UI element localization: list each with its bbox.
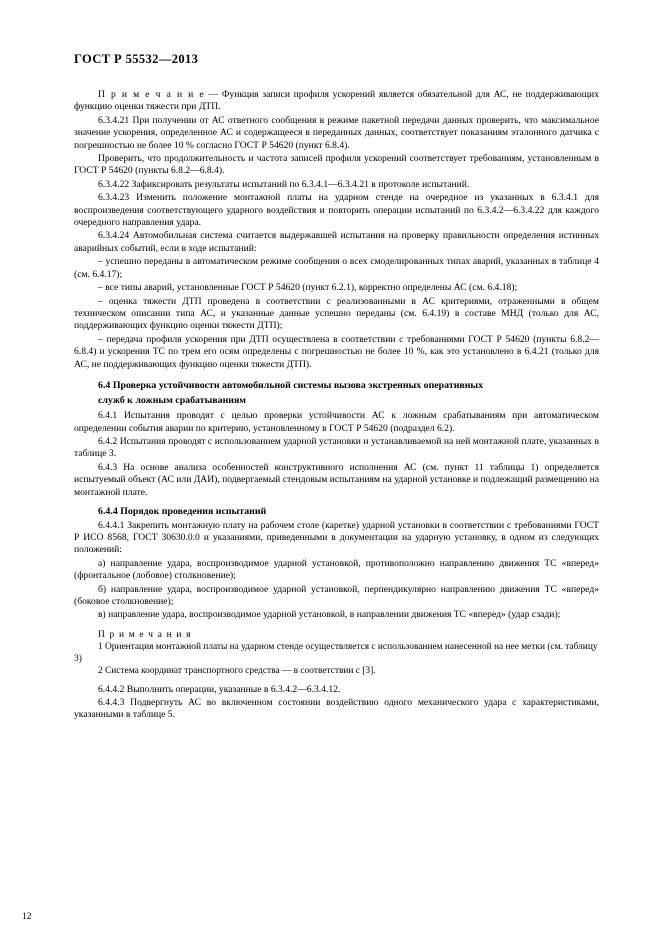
clause-number: 6.3.4.21 <box>98 114 130 126</box>
clause-text: Изменить положение монтажной платы на ударном стенде на очередное из указанных в 6.3.4.1 для воспроизведения соответствующего ударного воздействия и повторить операции испытаний по 6.3.4.2—6.3.4.22 для каждого очередного направления удара. <box>74 192 599 229</box>
letter-item: а) направление удара, воспроизводимое ударной установкой, противоположно направлению движения ТС «вперед» (фронтальное (лобовое) столкновение); <box>74 557 599 582</box>
section-heading <box>74 380 599 393</box>
clause-number: 6.4.4.3 <box>98 697 125 709</box>
dash-item: – успешно переданы в автоматическом режиме сообщения о всех смоделированных типах аварий, указанных в таблице 4 (см. 6.4.17); <box>74 256 599 280</box>
clause-number: 6.4.4.1 <box>98 519 125 531</box>
subsection-number: 6.4.4 <box>98 505 118 517</box>
note-item: 1 Ориентация монтажной платы на ударном стенде осуществляется с использованием нанесенной на нее метки (см. таблицу 3) <box>74 642 598 665</box>
clause-text: Проверить, что продолжительность и частота записей профиля ускорений соответствует требованиям, установленным в ГОСТ Р 54620 (пункты 6.8.2—6.8.4). <box>74 153 599 177</box>
clause-paragraph <box>74 230 599 255</box>
note-label: П р и м е ч а н и е <box>98 89 205 100</box>
clause-paragraph <box>74 697 599 722</box>
dash-item: – передача профиля ускорения при ДТП осуществлена в соответствии с требованиями ГОСТ Р 54620 (пункты 6.8.2—6.8.4) и ускорения ТС по трем его осям определены с погрешностью не более 10 %, как это установлено в 6.4.21 (только для АС, не поддерживающих функцию оценки тяжести ДТП). <box>74 333 599 370</box>
section-number: 6.4 <box>98 379 111 391</box>
note-paragraph <box>74 89 599 114</box>
clause-text: На основе анализа особенностей конструктивного исполнения АС (см. пункт 11 таблицы 1) определяется испытуемый объект (АС или ДАИ), подвергаемый стендовым испытаниям на ударной установке и подлежащий размещению на монтажной плате. <box>74 461 599 498</box>
notes-block <box>74 629 599 678</box>
clause-paragraph <box>74 410 599 435</box>
letter-item: б) направление удара, воспроизводимое ударной установкой, перпендикулярно направлению движения ТС «вперед» (боковое столкновение); <box>74 583 599 607</box>
clause-paragraph <box>74 684 599 696</box>
subsection-heading <box>74 506 599 519</box>
clause-paragraph <box>74 436 599 461</box>
clause-number: 6.4.4.2 <box>98 683 125 695</box>
standard-header: ГОСТ Р 55532—2013 <box>74 52 199 66</box>
page-number: 12 <box>22 911 32 922</box>
clause-text: Закрепить монтажную плату на рабочем столе (каретке) ударной установки в соответствии с требованиями ГОСТ Р ИСО 8568, ГОСТ 30630.0.0 и указаниями, приведенными в документации на ударную установку, в одном из следующих положений: <box>74 519 599 556</box>
clause-text: Выполнить операции, указанные в 6.3.4.2—6.3.4.12. <box>126 683 341 695</box>
clause-number: 6.4.2 <box>98 435 118 447</box>
clause-number: 6.4.3 <box>98 461 118 473</box>
clause-text: Подвергнуть АС во включенном состоянии воздействию одного механического удара с характеристиками, указанными в таблице 5. <box>74 697 599 721</box>
clause-paragraph <box>74 179 599 191</box>
clause-paragraph <box>74 153 599 178</box>
notes-label: П р и м е ч а н и я <box>98 629 192 640</box>
dash-item: – все типы аварий, установленные ГОСТ Р 54620 (пункт 6.2.1), корректно определены АС (см. 6.4.18); <box>98 282 518 294</box>
clause-paragraph <box>74 520 599 557</box>
section-title-line1: Проверка устойчивости автомобильной системы вызова экстренных оперативных <box>112 379 484 391</box>
letter-item: в) направление удара, воспроизводимое ударной установкой, в направлении движения ТС «вперед» (удар сзади); <box>98 609 561 621</box>
clause-number: 6.3.4.22 <box>98 178 130 190</box>
clause-number: 6.3.4.24 <box>98 230 130 242</box>
dash-item: – оценка тяжести ДТП проведена в соответствии с реализованными в АС критериями, отраженными в общем техническом описании типа АС, и указанные данные успешно переданы (см. 6.4.19) в составе МНД (только для АС, поддерживающих функцию оценки тяжести ДТП); <box>74 295 599 332</box>
clause-number: 6.3.4.23 <box>98 192 130 204</box>
clause-paragraph <box>74 115 599 152</box>
clause-paragraph <box>74 192 599 229</box>
clause-text: При получении от АС ответного сообщения в режиме пакетной передачи данных проверить, что максимальное значение ускорения, определенное АС и содержащееся в переданных данных, соответствует показаниям эталонного датчика с погрешностью не более 10 % согласно ГОСТ Р 54620 (пункт 6.8.4). <box>74 114 599 151</box>
clause-text: Испытания проводят с целью проверки устойчивости АС к ложным срабатываниям при автоматическом определении события аварии по критерию, установленному в ГОСТ Р 54620 (подраздел 6.2). <box>74 410 599 434</box>
note-item: 2 Система координат транспортного средства — в соответствии с [3]. <box>98 666 376 677</box>
section-title-line2: служб к ложным срабатываниям <box>98 394 247 406</box>
clause-number: 6.4.1 <box>98 410 118 422</box>
note-text: — Функция записи профиля ускорений является обязательной для АС, не поддерживающих функцию оценки тяжести при ДТП. <box>74 89 599 113</box>
subsection-title: Порядок проведения испытаний <box>120 505 267 517</box>
clause-text: Зафиксировать результаты испытаний по 6.3.4.1—6.3.4.21 в протоколе испытаний. <box>131 178 470 190</box>
clause-text: Автомобильная система считается выдержавшей испытания на проверку правильности определения истинных аварийных событий, если в ходе испытаний: <box>74 230 599 254</box>
clause-text: Испытания проводят с использованием ударной установки и устанавливаемой на ней монтажной плате, указанных в таблице 3. <box>74 435 599 460</box>
clause-paragraph <box>74 462 599 499</box>
